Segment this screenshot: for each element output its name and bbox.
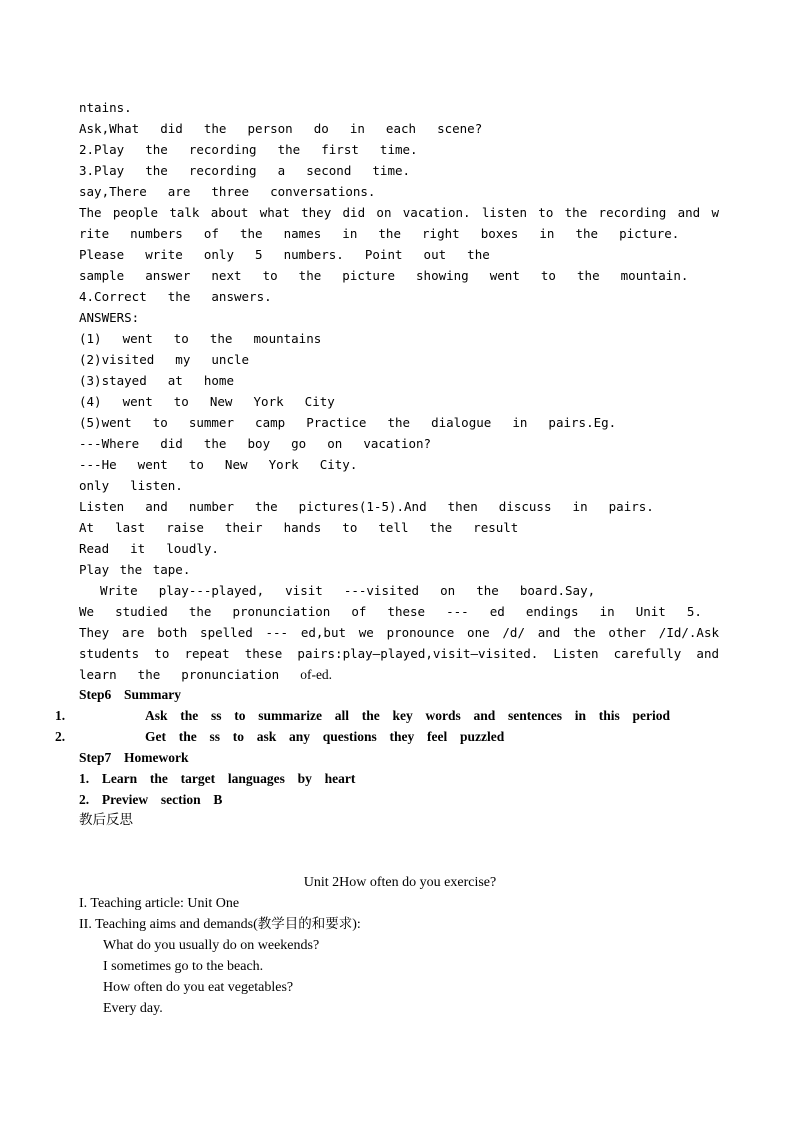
text-line: ntains. bbox=[79, 100, 132, 115]
teaching-aims bbox=[79, 918, 361, 932]
text-line: students to repeat these pairs:play—played,visit—visited. Listen carefully and bbox=[79, 646, 719, 661]
unit-heading: Unit 2How often do you exercise? bbox=[303, 875, 497, 890]
answer-line: (3)stayed at home bbox=[79, 373, 234, 388]
text-line: Read it loudly. bbox=[79, 541, 219, 556]
text-line: At last raise their hands to tell the result bbox=[79, 520, 519, 535]
text-fragment: learn the pronunciation bbox=[79, 667, 301, 682]
text-line: Write play---played, visit ---visited on the board.Say, bbox=[79, 583, 596, 598]
example-sentence: Every day. bbox=[103, 1001, 163, 1016]
text-line: They are both spelled --- ed,but we pronounce one /d/ and the other /Id/.Ask bbox=[79, 625, 719, 640]
text-line: Ask,What did the person do in each scene? bbox=[79, 121, 483, 136]
answer-line: (1) went to the mountains bbox=[79, 331, 322, 346]
text-line: Listen and number the pictures(1-5).And then discuss in pairs. bbox=[79, 499, 654, 514]
text-line: 2.Play the recording the first time. bbox=[79, 142, 418, 157]
list-number: 1. bbox=[55, 708, 66, 723]
example-sentence: How often do you eat vegetables? bbox=[103, 980, 294, 995]
list-item: 1. Learn the target languages by heart bbox=[79, 771, 356, 786]
list-number: 2. bbox=[55, 729, 66, 744]
text-fragment: 教学目的和要求 bbox=[257, 916, 353, 932]
text-line bbox=[79, 668, 332, 682]
example-sentence: What do you usually do on weekends? bbox=[103, 938, 320, 953]
text-line: rite numbers of the names in the right boxes in the picture. bbox=[79, 226, 680, 241]
answer-line: (4) went to New York City bbox=[79, 394, 335, 409]
text-line: The people talk about what they did on vacation. listen to the recording and w bbox=[79, 205, 719, 220]
list-item: Ask the ss to summarize all the key words and sentences in this period bbox=[145, 708, 671, 723]
answer-line: (5)went to summer camp Practice the dialogue in pairs.Eg. bbox=[79, 415, 617, 430]
step6-title: Step6 Summary bbox=[79, 687, 182, 702]
text-fragment: II. Teaching aims and demands( bbox=[79, 917, 258, 932]
text-line: Please write only 5 numbers. Point out the bbox=[79, 247, 490, 262]
text-line: ANSWERS: bbox=[79, 310, 140, 325]
dialogue-line: ---Where did the boy go on vacation? bbox=[79, 436, 432, 451]
text-fragment: of-ed. bbox=[300, 667, 333, 682]
list-item: Get the ss to ask any questions they feel puzzled bbox=[145, 729, 505, 744]
text-line: sample answer next to the picture showing went to the mountain. bbox=[79, 268, 689, 283]
list-item: 2. Preview section B bbox=[79, 792, 223, 807]
text-line: 4.Correct the answers. bbox=[79, 289, 272, 304]
text-line: only listen. bbox=[79, 478, 183, 493]
answer-line: (2)visited my uncle bbox=[79, 352, 250, 367]
dialogue-line: ---He went to New York City. bbox=[79, 457, 358, 472]
text-line: We studied the pronunciation of these --- ed endings in Unit 5. bbox=[79, 604, 702, 619]
text-line: Play the tape. bbox=[79, 562, 191, 577]
text-line: 3.Play the recording a second time. bbox=[79, 163, 411, 178]
teaching-article: I. Teaching article: Unit One bbox=[79, 896, 240, 911]
example-sentence: I sometimes go to the beach. bbox=[103, 959, 264, 974]
step7-title: Step7 Homework bbox=[79, 750, 189, 765]
reflection-label: 教后反思 bbox=[79, 812, 133, 828]
text-fragment: ): bbox=[352, 917, 361, 932]
text-line: say,There are three conversations. bbox=[79, 184, 376, 199]
